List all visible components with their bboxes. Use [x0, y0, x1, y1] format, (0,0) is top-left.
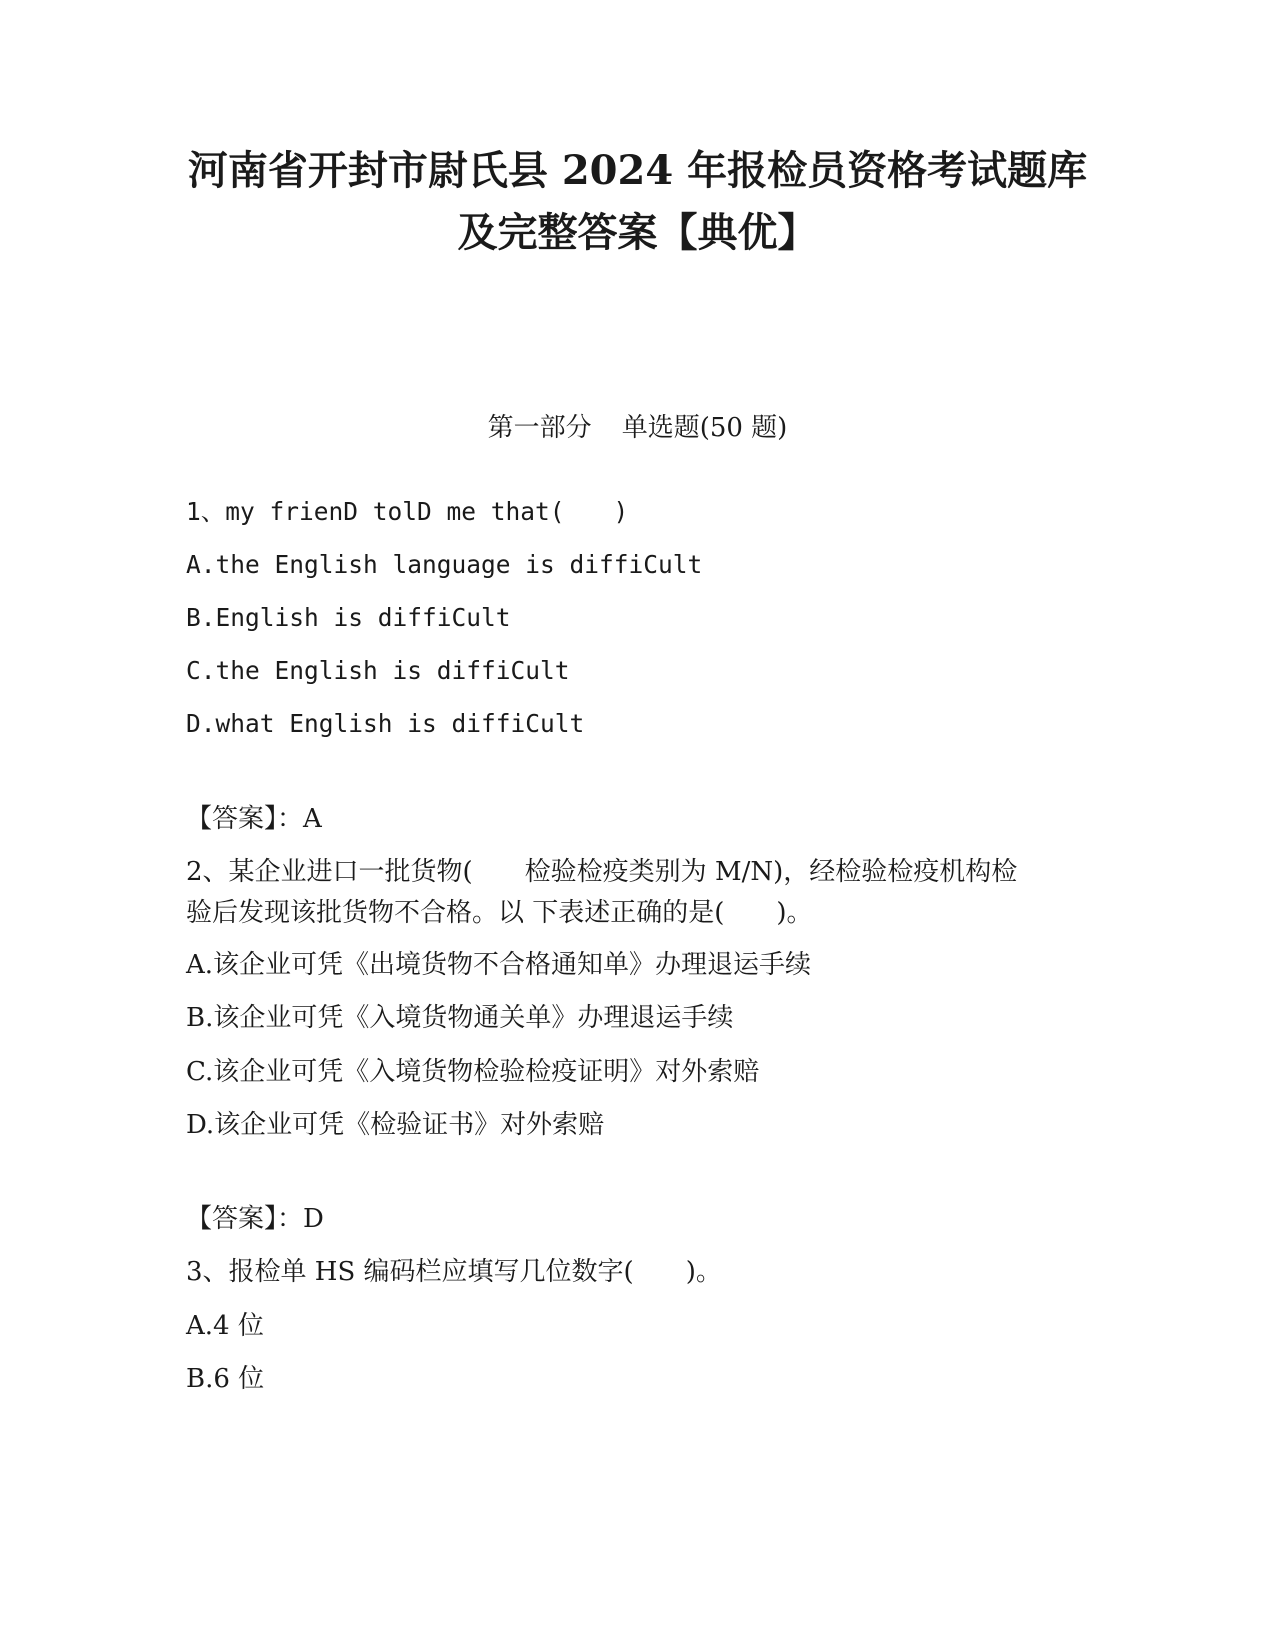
section-heading [0, 410, 1275, 446]
section-name: 单选题(50 题) [621, 413, 788, 443]
question-2-option-c: C.该企业可凭《入境货物检验检疫证明》对外索赔 [186, 1057, 760, 1087]
title-line-2: 及完整答案【典优】 [457, 209, 818, 256]
question-2-option-a: A.该企业可凭《出境货物不合格通知单》办理退运手续 [186, 950, 812, 980]
question-2-stem-line-1: 2、某企业进口一批货物( 检验检疫类别为 M/N)，经检验检疫机构检 [186, 857, 1018, 887]
question-1-option-a: A.the English language is diffiCult [186, 550, 703, 579]
answer-value: D [303, 1204, 324, 1234]
question-3-option-a: A.4 位 [186, 1311, 264, 1341]
document-title [150, 140, 1125, 264]
question-3-stem: 3、报检单 HS 编码栏应填写几位数字( )。 [186, 1257, 722, 1287]
question-1-answer [186, 801, 322, 837]
question-2-stem-line-2: 验后发现该批货物不合格。以 下表述正确的是( )。 [186, 898, 813, 928]
question-1-stem: 1、my frienD tolD me that( ) [186, 497, 629, 526]
question-1-option-b: B.English is diffiCult [186, 603, 511, 632]
question-1-option-d: D.what English is diffiCult [186, 709, 585, 738]
section-part: 第一部分 [487, 413, 592, 443]
title-line-1: 河南省开封市尉氏县 2024 年报检员资格考试题库 [187, 147, 1088, 194]
question-1-option-c: C.the English is diffiCult [186, 656, 570, 685]
answer-label: 【答案】： [186, 1204, 304, 1234]
question-2-answer [186, 1201, 324, 1237]
answer-value: A [303, 804, 322, 834]
answer-label: 【答案】： [186, 804, 304, 834]
question-3-option-b: B.6 位 [186, 1364, 265, 1394]
question-2-option-b: B.该企业可凭《入境货物通关单》办理退运手续 [186, 1003, 734, 1033]
question-2-option-d: D.该企业可凭《检验证书》对外索赔 [186, 1110, 605, 1140]
